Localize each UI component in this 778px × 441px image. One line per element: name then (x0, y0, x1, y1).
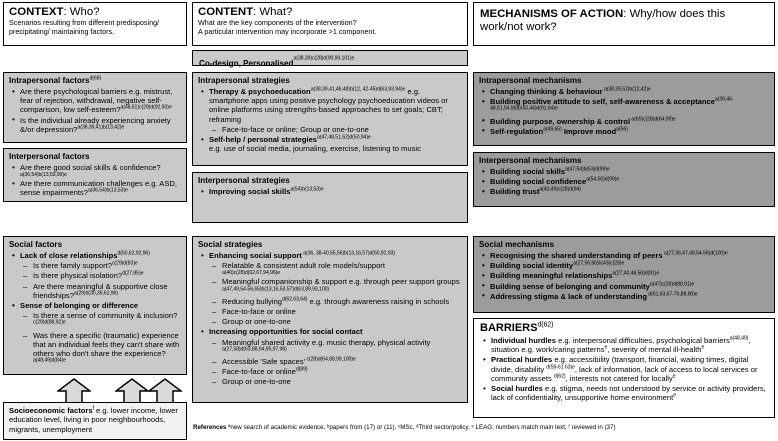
item-tail2: , severity of mental ill-health (607, 345, 702, 355)
content-interpersonal-list (198, 187, 462, 196)
item-text: Group or one-to-one (222, 377, 291, 387)
item-sup: a(47)c(28)d(88,91)e (649, 281, 695, 288)
content-header-box (192, 2, 468, 46)
item-tail: Improve mood (561, 126, 617, 136)
list-item (479, 87, 769, 96)
item-sup: a(36,54)b(13,53,99)e (20, 172, 67, 179)
item-sup: a(27,56,66)b(43)c(28)e (573, 260, 625, 267)
item-sup: a(40,49)c(28)d(94) (539, 186, 581, 193)
list-item (9, 271, 181, 280)
item-detail: e.g. use of social media, journaling, exercise, listening to music (209, 144, 421, 154)
item-text: Face-to-face or online; Group or one-to-one (222, 124, 369, 134)
list-item (9, 282, 181, 300)
item-text: Is there physical isolation? (33, 271, 123, 281)
content-header-subtitle-line1: What are the key components of the intervention? (198, 18, 357, 27)
list-item (198, 261, 462, 276)
barriers-title-text: BARRIERS (480, 322, 538, 334)
content-header-subtitle-line2: A particular intervention may incorporate >1 component. (198, 26, 377, 36)
list-item (9, 116, 181, 134)
list-item (9, 179, 181, 197)
list-item (198, 251, 462, 260)
item-sup: d(89) (295, 366, 308, 373)
list-item (479, 292, 769, 301)
context-header-subtitle: Scenarios resulting from different predisposing/ precipitating/ maintaining factors. (9, 18, 160, 36)
item-text: Changing thinking & behaviour (490, 87, 603, 96)
codesign-label: Co-design, Personalised (199, 59, 294, 68)
list-item (479, 187, 769, 196)
context-header-title-bold: CONTEXT (9, 6, 64, 18)
barriers-box (473, 318, 775, 418)
item-text: Building sense of belonging and community (490, 281, 650, 291)
list-item (198, 125, 462, 134)
item-sup: a(47,49,54-56,65)b(13,16,53,57)d(63,89,93,100) (222, 286, 330, 293)
context-intrapersonal-box (3, 72, 187, 143)
item-text: Was there a specific (traumatic) experience that an individual feels they can't share with others who don't share the experience? (33, 330, 180, 359)
context-interpersonal-list (9, 163, 181, 198)
item-sup: a(48,49)d(84)e (33, 357, 66, 364)
item-sup: d(59-61 63)e (546, 364, 575, 371)
content-interpersonal-title: Interpersonal strategies (198, 176, 290, 185)
references (193, 424, 775, 431)
item-text: Face-to-face or online (222, 367, 296, 377)
references-text: ªnew search of academic evidence, ᵇpapers from (17) or (11), ᶜMSc, ᵈThird sector/policy, ᵉ LEAG; numbers match main text, ᶠ reviewed in (37) (226, 424, 616, 431)
item-heading-sup: a(36, 38-40,55,56)b(13,16,57)d(50,92,93) (301, 250, 395, 257)
list-item (198, 327, 462, 336)
content-interpersonal-box (192, 172, 468, 223)
list-item (198, 135, 462, 153)
item-text: Is the individual already experiencing anxiety &/or depression? (20, 115, 171, 134)
item-text: Are there communication challenges e.g. ASD, sense impairments? (20, 179, 178, 198)
list-item (198, 87, 462, 124)
item-heading: Self-help / personal strategies (209, 135, 318, 145)
list-item (198, 297, 462, 306)
context-interpersonal-title: Interpersonal factors (9, 152, 90, 161)
list-item (480, 355, 768, 383)
mechanisms-header-title-rest: : Why/how does this work/not work? (480, 8, 726, 33)
list-item (198, 307, 462, 316)
mechanisms-interpersonal-box (473, 152, 775, 207)
item-heading: Improving social skills (209, 187, 291, 196)
list-item (9, 163, 181, 178)
item-sup: a(47,54)b(53)d(99)e (565, 166, 610, 173)
item-tail2: , interests not catered for locally (565, 373, 673, 383)
group-heading: Sense of belonging or difference (20, 301, 139, 311)
item-tail: , lack of information, lack of access to local services or community assets (491, 364, 758, 383)
socioeconomic-text (9, 406, 181, 434)
item-tail2-sup: e (672, 373, 676, 380)
item-sup: d(27,85)e (122, 270, 144, 277)
item-text: Are there good social skills & confidence? (20, 163, 161, 172)
item-text: Relatable & consistent adult role models/support (222, 261, 385, 271)
item-text: Accessible 'Safe spaces' (222, 357, 306, 367)
item-sup: d(62,63,64) (281, 296, 308, 303)
item-sup: a(48,51)c(29)d(92,93)e (120, 104, 172, 111)
item-sup: a(29)d(30,39,62,96) (73, 290, 118, 297)
list-item (198, 317, 462, 326)
item-sup: d(61,63,67-70,88,90)e (646, 291, 698, 298)
content-intrapersonal-box (192, 72, 468, 166)
list-item (479, 117, 769, 126)
item-sup: a(38,39,41)b(13,42)e (77, 124, 125, 131)
list-item (479, 127, 769, 136)
context-intrapersonal-title-sup: d(68) (89, 75, 102, 82)
list-item (479, 261, 769, 270)
mechanisms-intrapersonal-title: Intrapersonal mechanisms (479, 76, 582, 85)
list-item (198, 277, 462, 295)
item-text: Self-regulation (490, 126, 544, 136)
mechanisms-social-list (479, 251, 769, 301)
item-heading-sup: a(47,48,51,52)d(50,94)e (317, 134, 371, 141)
list-item (9, 311, 181, 329)
item-text: Is there family support? (33, 261, 112, 271)
item-text: Addressing stigma & lack of understanding (490, 291, 647, 301)
item-text: Group or one-to-one (222, 317, 291, 327)
list-item (479, 271, 769, 280)
list-item (9, 331, 181, 368)
item-sup: a(54,56)d(99)e (586, 176, 620, 183)
list-item (479, 177, 769, 186)
item-heading: Practical hurdles (491, 355, 553, 365)
item-text: Building positive attitude to self, self-awareness & acceptance (490, 97, 715, 107)
list-item (479, 97, 769, 115)
item-text: Meaningful companionship & support e.g. through peer support groups (222, 277, 460, 287)
item-tail: e.g. through awareness raising in schools (307, 296, 450, 306)
list-item (198, 367, 462, 376)
context-intrapersonal-title-text: Intrapersonal factors (9, 76, 90, 85)
context-interpersonal-box (3, 148, 187, 202)
context-social-list (9, 251, 181, 367)
item-text: Face-to-face or online (222, 307, 296, 317)
socioeconomic-title: Socioeconomic factors (9, 406, 93, 415)
barriers-title-sup: d(62) (537, 321, 554, 329)
codesign-sup: a(38,39)c(28)d(90,99,101)e (293, 55, 355, 62)
item-text: Reducing bullying (222, 296, 282, 306)
item-text: Building trust (490, 187, 540, 197)
item-detail: e.g. smartphone apps using positive psychology psychoeducation videos or online platforms using strengths-based approaches to set goals; CBT; reframing (209, 87, 448, 124)
context-header-title-rest: : Who? (63, 6, 100, 18)
item-text: Are there meaningful & supportive close friendships? (33, 281, 168, 300)
item-sup: a(40)c(28)d(62,67,94,96)e (222, 270, 281, 277)
mechanisms-social-box (473, 236, 775, 313)
item-text: Building social confidence (490, 177, 587, 187)
item-text: Building purpose, ownership & control (490, 116, 631, 126)
list-item (480, 336, 768, 354)
item-sup: a(36,54)b(13,53)e (87, 187, 128, 194)
content-social-title: Social strategies (198, 240, 263, 249)
list-item (9, 301, 181, 310)
context-intrapersonal-list (9, 87, 181, 134)
barriers-list (480, 336, 768, 402)
list-item (9, 261, 181, 270)
mechanisms-interpersonal-list (479, 167, 769, 197)
item-sup: e (673, 392, 677, 399)
arrow-up-right (148, 378, 182, 404)
group-heading-sup: d(50,62,92,96) (117, 250, 150, 257)
context-social-box (3, 236, 187, 375)
list-item (479, 282, 769, 291)
item-sup: c(29)d(83)e (111, 260, 138, 267)
arrow-up-center (115, 378, 149, 404)
item-text: Meaningful shared activity e.g. music therapy, physical activity (222, 337, 431, 347)
context-social-title: Social factors (9, 240, 63, 249)
item-text: e.g. accessibility (transport, financial, waiting times, digital divide, disability (491, 355, 749, 374)
item-tail: , situation e.g. work/caring patterns (491, 336, 751, 355)
socioeconomic-body: e.g. lower income, lower education level, living in poor neighbourhoods, migrants, unemployment (9, 406, 178, 434)
mechanisms-interpersonal-title: Interpersonal mechanisms (479, 156, 582, 165)
item-text: Building social skills (490, 167, 566, 176)
content-header-title-rest: : What? (253, 6, 293, 18)
item-heading: Increasing opportunities for social contact (209, 327, 363, 337)
barriers-title (480, 322, 768, 335)
item-tail-sup: a(56) (616, 126, 628, 133)
list-item (9, 251, 181, 260)
content-intrapersonal-list (198, 87, 462, 153)
item-sup: a(27,40,48,56)d(91)e (612, 270, 660, 277)
group-heading: Lack of close relationships (20, 251, 118, 260)
mechanisms-intrapersonal-box (473, 72, 775, 146)
references-label: References (193, 424, 227, 431)
list-item (480, 384, 768, 402)
content-social-box (192, 236, 468, 403)
item-tail-sup: d(62) (553, 373, 566, 380)
item-sup: a(48,49) (729, 335, 749, 342)
context-header-box (3, 2, 187, 46)
item-text: e.g. stigma, needs not understood by service or activity providers, lack of confidentiality, unsupportive home environment (491, 384, 766, 403)
mechanisms-header-title-bold: MECHANISMS OF ACTION (480, 8, 624, 20)
item-heading: Therapy & psychoeducation (209, 87, 311, 96)
item-sup: a(49,65) (543, 126, 562, 133)
arrow-up-left (57, 378, 91, 404)
item-heading: Individual hurdles (491, 336, 556, 345)
list-item (198, 357, 462, 366)
list-item (479, 167, 769, 176)
list-item (479, 251, 769, 260)
item-heading: Social hurdles (491, 384, 543, 394)
socioeconomic-title-sup: f (92, 405, 94, 412)
content-social-list (198, 251, 462, 387)
item-text: Is there a sense of community & inclusion? (33, 311, 178, 321)
content-intrapersonal-title: Intrapersonal strategies (198, 76, 290, 85)
mechanisms-header-title (480, 8, 768, 34)
list-item (9, 87, 181, 115)
item-heading-sup: a(54)b(13,53)e (290, 186, 324, 193)
item-sup: a(38,39,52)b(12,42)e (602, 86, 651, 93)
item-text: Building meaningful relationships (490, 271, 613, 281)
item-tail2-sup: e (701, 344, 705, 351)
item-sup: a(27,36,47,49,54-56)d(100)e (662, 250, 728, 257)
item-text: Building social identity (490, 261, 574, 271)
item-text: e.g. interpersonal difficulties, psychological barriers (555, 336, 730, 345)
mechanisms-intrapersonal-list (479, 87, 769, 136)
context-intrapersonal-title (9, 76, 181, 86)
item-heading: Enhancing social support (209, 251, 302, 260)
codesign-bar (192, 50, 468, 66)
item-heading-sup: a(38,39,41,46,48)b(12, 42-45)d(63,93,94)e (310, 86, 406, 93)
item-sup: a(65)c(28)d(64,99)e (630, 116, 676, 123)
list-item (198, 187, 462, 196)
item-sup: a(39,46-48,51,54,56)b(43,44)d(91,94)e (490, 96, 734, 112)
item-sup: c(29)d(88,92)e (33, 319, 66, 326)
item-text: Recognising the shared understanding of peers (490, 251, 663, 260)
item-text: Are there psychological barriers e.g. mistrust, fear of rejection, withdrawal, negative self-comparison, low self-esteem? (20, 87, 173, 115)
socioeconomic-box (3, 402, 187, 440)
list-item (198, 377, 462, 386)
item-tail-sup: e (604, 344, 608, 351)
mechanisms-social-title: Social mechanisms (479, 240, 555, 249)
item-sup: c(28)d(64,88,99,100)e (305, 356, 356, 363)
list-item (198, 338, 462, 356)
item-sup: a(27,58)d(63,88,94,95,97,98) (222, 346, 287, 353)
content-header-title-bold: CONTENT (198, 6, 254, 18)
mechanisms-header-box (473, 2, 775, 46)
